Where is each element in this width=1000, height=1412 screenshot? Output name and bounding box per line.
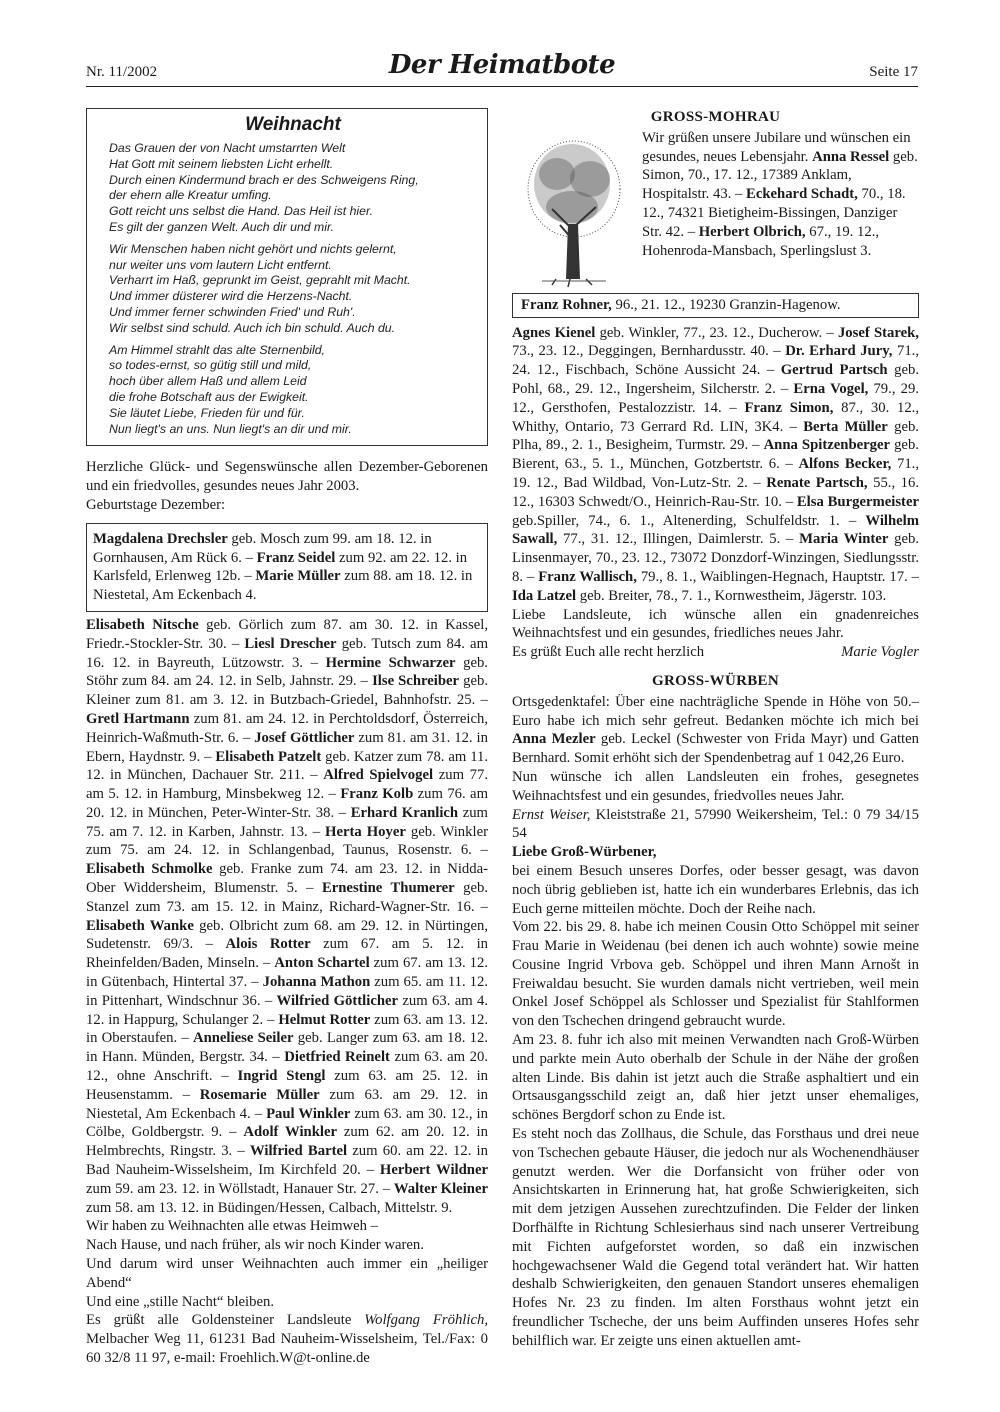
list-item-name: Renate Partsch, — [766, 474, 868, 491]
list-item-name: Johanna Mathon — [262, 974, 371, 991]
highlighted-birthday-box — [512, 293, 919, 318]
poem-line: Wir Menschen haben nicht gehört und nichts gelernt, — [109, 241, 397, 256]
poem-title: Weihnacht — [245, 114, 341, 135]
wuerben-salutation — [512, 843, 919, 862]
poem-line: Verharrt im Haß, geprunkt im Geist, geprahlt mit Macht. — [109, 273, 411, 288]
list-item-detail: 79., 8. 1., Waiblingen-Hegnach, Hauptstr. 17. – — [636, 568, 920, 585]
page-header — [86, 50, 918, 90]
list-item-detail: geb. Stöhr zum 84. am 24. 12. in Selb, Jahnstr. 29. – — [86, 654, 488, 690]
list-item-detail: geb. Simon, 70., 17. 12., 17389 Anklam, Hospitalstr. 43. – — [642, 148, 918, 203]
list-item-detail: geb. Stanzel zum 73. am 15. 12. in Mainz, Richard-Wagner-Str. 16. – — [86, 880, 488, 915]
poem-line: Gott reicht uns selbst die Hand. Das Heil ist hier. — [109, 204, 374, 219]
list-item-name: Gretl Hartmann — [86, 710, 190, 727]
poem-stanza — [109, 242, 477, 337]
list-item-name: Adolf Winkler — [243, 1124, 338, 1141]
list-item-name: Herbert Olbrich, — [698, 223, 806, 240]
list-item-detail: zum 88. am 18. 12. in Niestetal, Am Eckenbach 4. — [93, 568, 473, 604]
page-number: Seite 17 — [869, 64, 918, 80]
poem-line: Am Himmel strahlt das alte Sternenbild, — [109, 342, 325, 357]
closing-verse — [86, 1217, 488, 1311]
wuerben-author — [512, 806, 919, 844]
tree-illustration — [512, 129, 634, 289]
poem-box — [86, 108, 488, 446]
poem-line: Hat Gott mit seinem liebsten Licht erhellt. — [109, 156, 334, 171]
list-item-name: Dietfried Reinelt — [284, 1049, 390, 1066]
list-item-name: Ernestine Thumerer — [321, 880, 455, 897]
header-rule — [86, 86, 918, 87]
list-item-name: Erna Vogel, — [793, 380, 869, 397]
wuerben-wishes: Nun wünsche ich allen Landsleuten ein frohes, gesegnetes Weihnachtsfest und ein gesundes, friedvolles neues Jahr. — [512, 768, 919, 804]
list-item-name: Ida Latzel — [512, 587, 577, 604]
poem-line: Wir selbst sind schuld. Auch ich bin schuld. Auch du. — [109, 320, 396, 335]
list-item-name: Herta Hoyer — [325, 823, 406, 840]
list-item-detail: zum 67. am 5. 12. in Rheinfelden/Baden, Minseln. – — [86, 936, 488, 972]
wuerben-memorial-paragraph — [512, 693, 919, 768]
letter-paragraph: Am 23. 8. fuhr ich also mit meinen Verwandten nach Groß-Würben und parkte mein Auto oberhalb der Schule in der Nähe der großen alten Linde. Bis dahin ist jetzt auch die Straße asphaltiert und ein Ortsausgangsschild zeigt an, daß hier jetzt unser ehemaliges, schönes Bergdorf schon zu Ende ist. — [512, 1032, 919, 1124]
poem-line: so todes-ernst, so gütig still und mild, — [109, 358, 312, 373]
list-item-detail: 73., 23. 12., Deggingen, Bernhardusstr. 40. – — [512, 343, 786, 360]
signature-address: Melbacher Weg 11, 61231 Bad Nauheim-Wisselsheim, Tel./Fax: 0 60 32/8 11 97, e-mail: Froehlich.W@t-online.de — [86, 1331, 488, 1366]
list-item-name: Elisabeth Patzelt — [215, 748, 322, 765]
list-item-detail: geb. Pohl, 68., 29. 12., Ingersheim, Silcherstr. 2. – — [512, 362, 919, 397]
newspaper-title: Der Heimatbote — [388, 50, 616, 80]
letter-paragraph: Es steht noch das Zollhaus, die Schule, das Forsthaus und drei neue von Tschechen gebaute Häuser, die jedoch nur als Wochenendhäuser genutzt werden. Wer die Dorfansicht von früher oder von Ansichtskarten in Erinnerung hat, hat große Schwierigkeiten, sich mit dem jetzigen Aussehen zurechtzufinden. Die Felder der linken Dorfhälfte in Richtung Schlesierhaus sind nach unserer Vertreibung mit Fichten aufgeforstet worden, so daß ein inzwischen hochgewachsener Wald die Gegend total verändert hat. Wir hatten deshalb Schwierigkeiten, den genauen Standort unseres ehemaligen Hofes Nr. 23 zu finden. Im alten Forsthaus wohnt jetzt ein freundlicher Tscheche, der uns beim Auffinden unseres Hofes sehr behilflich war. Er zeigte uns einen aktuellen amt- — [512, 1126, 919, 1349]
list-item-name: Anna Ressel — [812, 148, 890, 165]
mohrau-signature: Marie Vogler — [841, 644, 919, 661]
list-item-detail: zum 81. am 24. 12. in Perchtoldsdorf, Österreich, Heinrich-Waßmuth-Str. 6. – — [86, 710, 488, 746]
list-item-detail: geb. Mosch zum 99. am 18. 12. in Gornhausen, Am Rück 6. – — [93, 530, 432, 566]
intro-text: Herzliche Glück- und Segenswünsche allen Dezember-Geborenen und ein friedvolles, gesundes neues Jahr 2003. — [86, 459, 488, 495]
signature-paragraph — [86, 1311, 488, 1367]
mohrau-intro-text — [642, 129, 919, 289]
list-item-detail: zum 62. am 20. 12. in Helmbrechts, Ringstr. 3. – — [86, 1124, 488, 1160]
list-item-name: Elisabeth Schmolke — [86, 861, 213, 878]
list-item-detail: zum 63. am 30. 12., in Cölbe, Goldbergstr. 9. – — [86, 1105, 488, 1141]
list-item-name: Dr. Erhard Jury, — [785, 343, 893, 360]
list-item-name: Alfred Spielvogel — [323, 767, 434, 784]
list-item-name: Maria Winter — [799, 531, 889, 548]
closing-line: Wir haben zu Weihnachten alle etwas Heimweh – — [86, 1218, 378, 1235]
letter-paragraph: Vom 22. bis 29. 8. habe ich meinen Cousin Otto Schöppel mit seiner Frau Marie in Weidenau (bei denen ich auch wohnte) sowie meine Cousine Ingrid Vrbova geb. Schöppel und ihren Mann Arnošt in Freiwaldau besucht. Sie wurden damals nicht vertrieben, weil mein Onkel Josef Schöppel als Schlosser und Spezialist für Stahlformen von den Tschechen dringend gebraucht wurde. — [512, 919, 919, 1030]
list-item-detail: zum 63. am 25. 12. in Heusenstamm. – — [86, 1068, 489, 1103]
mohrau-jubilarians — [642, 149, 918, 259]
list-item-name: Rosemarie Müller — [199, 1086, 320, 1103]
salutation-text: Liebe Groß-Würbener, — [512, 844, 657, 861]
highlighted-birthdays-box — [86, 523, 488, 612]
mohrau-greeting: Wir grüßen unsere Jubilare und wünschen ein gesundes, neues Lebensjahr. — [642, 129, 911, 165]
poem-line: Und immer ferner schwinden Fried' und Ruh'. — [109, 304, 356, 319]
letter-paragraph: bei einem Besuch unseres Dorfes, oder besser gesagt, was davon noch übrig geblieben ist, hatte ich ein wunderbares Erlebnis, das ich Euch gerne mitteilen möchte. Doch der Reihe nach. — [512, 862, 919, 917]
closing-line: Und eine „stille Nacht“ bleiben. — [86, 1293, 275, 1310]
poem-line: hoch über allem Haß und allem Leid — [109, 374, 307, 389]
mohrau-greet: Es grüßt Euch alle recht herzlich — [512, 644, 705, 661]
list-item-detail: zum 81. am 31. 12. in Ebern, Haydnstr. 9. – — [86, 729, 488, 765]
list-item-name: Hermine Schwarzer — [325, 654, 456, 671]
list-item-name: Elsa Burgermeister — [796, 493, 919, 510]
right-column — [512, 108, 919, 1351]
list-item-name: Franz Wallisch, — [538, 568, 637, 585]
list-item-detail: geb. Bierent, 63., 5. 1., München, Gotzbertstr. 6. – — [512, 437, 919, 473]
list-item-detail: 55., 16. 12., 16303 Schwedt/O., Heinrich-Rau-Str. 10. – — [512, 474, 920, 510]
list-item-name: Erhard Kranlich — [350, 804, 459, 821]
list-item-detail: zum 60. am 22. 12. in Bad Nauheim-Wisselsheim, Im Kirchfeld 20. – — [86, 1143, 488, 1179]
closing-line: Nach Hause, und nach früher, als wir noch Kinder waren. — [86, 1237, 424, 1254]
list-item-detail: 70., 18. 12., 74321 Bietigheim-Bissingen, Danziger Str. 42. – — [642, 186, 906, 240]
list-item-detail: zum 63. am 20. 12., ohne Anschrift. – — [86, 1049, 488, 1085]
list-item-detail: 71., 24. 12., Fischbach, Schöne Aussicht 24. – — [512, 343, 920, 379]
poem-line: Sie läutet Liebe, Frieden für und für. — [109, 405, 305, 420]
list-item-detail: 71., 19. 12., Bad Wildbad, Von-Lutz-Str. 2. – — [512, 456, 919, 491]
text-segment: geb. Leckel (Schwester von Frida Mayr) und Gatten Bernhard. Somit erhöht sich der Spendenbetrag auf 1 042,26 Euro. — [512, 731, 919, 767]
list-item-detail: zum 58. am 13. 12. in Büdingen/Hessen, Calbach, Mittelstr. 9. — [86, 1199, 453, 1216]
list-item-name: Anna Spitzenberger — [763, 437, 891, 454]
mohrau-signature-line — [512, 643, 919, 662]
section-title-gross-wuerben: GROSS-WÜRBEN — [652, 672, 779, 689]
poem-line: die frohe Botschaft aus der Ewigkeit. — [109, 389, 309, 404]
list-item-name: Franz Rohner, — [521, 296, 612, 313]
text-segment: Ortsgedenktafel: Über eine nachträgliche Spende in Höhe von 50.– Euro habe ich mich sehr gefreut. Bedanken möchte ich mich bei — [512, 693, 919, 729]
list-item-name: Wilfried Bartel — [249, 1143, 348, 1160]
poem-stanza — [109, 141, 477, 236]
list-item-detail: zum 63. am 13. 12. in Oberstaufen. – — [86, 1011, 489, 1047]
list-item-name: Gertrud Partsch — [780, 362, 888, 379]
list-item-detail: 96., 21. 12., 19230 Granzin-Hagenow. — [611, 296, 841, 313]
list-item-name: Wilhelm Sawall, — [512, 512, 919, 548]
list-item-name: Franz Simon, — [744, 399, 834, 416]
donor-name: Anna Mezler — [512, 731, 596, 748]
list-item-detail: geb. Katzer zum 78. am 11. 12. in München, Dachauer Str. 211. – — [86, 748, 489, 784]
list-item-detail: zum 63. am 4. 12. in Happurg, Schulanger 2. – — [86, 992, 489, 1028]
list-item-name: Walter Kleiner — [393, 1180, 488, 1197]
left-column — [86, 108, 488, 1368]
list-item-detail: zum 63. am 29. 12. in Niestetal, Am Eckenbach 4. – — [86, 1086, 488, 1122]
poem-line: Es gilt der ganzen Welt. Auch dir und mir. — [109, 219, 335, 234]
list-item-detail: geb. Franke zum 74. am 23. 12. in Nidda-Ober Widdersheim, Blumenstr. 5. – — [86, 861, 489, 897]
list-item-detail: geb. Breiter, 78., 7. 1., Kornwestheim, Jägerstr. 103. — [576, 587, 887, 604]
list-item-detail: zum 65. am 11. 12. in Pittenhart, Windschnur 36. – — [86, 974, 488, 1009]
poem-line: Das Grauen der von Nacht umstarrten Welt — [109, 141, 346, 155]
wuerben-letter-body — [512, 862, 919, 1351]
list-item-name: Ilse Schreiber — [372, 673, 460, 690]
list-item-name: Magdalena Drechsler — [93, 530, 228, 547]
list-item-name: Paul Winkler — [266, 1105, 351, 1122]
signature-prefix: Es grüßt alle Goldensteiner Landsleute — [86, 1312, 365, 1329]
issue-number: Nr. 11/2002 — [86, 64, 158, 80]
list-item-name: Josef Göttlicher — [254, 729, 355, 746]
section-title-gross-mohrau: GROSS-MOHRAU — [650, 109, 781, 125]
list-item-name: Anneliese Seiler — [192, 1030, 294, 1047]
list-item-name: Marie Müller — [255, 568, 341, 585]
list-item-detail: geb. Görlich zum 87. am 30. 12. in Kassel, Friedr.-Stockler-Str. 30. – — [86, 616, 489, 652]
mohrau-header-block — [512, 129, 919, 289]
poem-line: nur weiter uns vom lautern Licht entfernt. — [109, 257, 332, 272]
closing-line: Und darum wird unser Weihnachten auch immer ein „heiliger Abend“ — [86, 1256, 488, 1291]
list-item-detail: zum 75. am 7. 12. in Karben, Jahnstr. 13. – — [86, 804, 488, 840]
list-item-detail: 67., 19. 12., Hohenroda-Mansbach, Sperlingslust 3. — [642, 223, 880, 259]
poem-line: Durch einen Kindermund brach er des Schweigens Ring, — [109, 172, 419, 187]
list-item-detail: geb. Plha, 89., 2. 1., Besigheim, Turmstr. 29. – — [512, 418, 919, 454]
list-item-name: Franz Seidel — [256, 549, 336, 566]
list-item-name: Elisabeth Nitsche — [86, 616, 199, 633]
poem-line: Und immer düsterer wird die Herzens-Nacht. — [109, 289, 353, 304]
list-item-detail: 87., 30. 12., Whithy, Ontario, 73 Gerrard Rd. LIN, 3K4. – — [512, 399, 919, 435]
birthday-list — [86, 616, 488, 1218]
list-item-detail: zum 67. am 13. 12. in Gütenbach, Hintertal 37. – — [86, 955, 489, 991]
list-item-name: Eckehard Schadt, — [746, 186, 858, 203]
list-item-detail: zum 76. am 20. 12. in München, Peter-Winter-Str. 38. – — [86, 786, 489, 821]
list-item-name: Ingrid Stengl — [237, 1068, 326, 1085]
list-item-name: Anton Schartel — [274, 955, 370, 972]
list-item-name: Herbert Wildner — [379, 1162, 488, 1179]
list-item-name: Wilfried Göttlicher — [276, 992, 399, 1009]
signature-name: Wolfgang Fröhlich, — [364, 1312, 488, 1329]
list-item-name: Liesl Drescher — [244, 635, 337, 652]
list-item-detail: geb. Winkler, 77., 23. 12., Ducherow. – — [595, 324, 838, 341]
list-item-name: Helmut Rotter — [278, 1011, 371, 1028]
list-item-name: Alfons Becker, — [798, 456, 892, 473]
author-name: Ernst Weiser, — [512, 806, 591, 823]
list-item-detail: zum 92. am 22. 12. in Karlsfeld, Erlenweg 12b. – — [93, 549, 468, 585]
poem-line: der ehern alle Kreatur umfing. — [109, 188, 272, 203]
list-item-detail: geb. Olbricht zum 68. am 29. 12. in Nürtingen, Sudetenstr. 69/3. – — [86, 917, 488, 953]
list-item-name: Franz Kolb — [340, 786, 414, 803]
list-item-detail: geb. Tutsch zum 84. am 16. 12. in Bayreuth, Lützowstr. 3. – — [86, 635, 488, 671]
poem-stanza — [109, 343, 477, 438]
list-item-detail: geb. Langer zum 63. am 18. 12. in Hann. Münden, Bergstr. 34. – — [86, 1030, 488, 1066]
birthdays-label: Geburtstage Dezember: — [86, 496, 226, 513]
author-address: Kleiststraße 21, 57990 Weikersheim, Tel.: 0 79 34/15 54 — [512, 806, 919, 842]
list-item-detail: geb. Linsenmayer, 70., 23. 12., 73072 Donzdorf-Winzingen, Siedlungsstr. 8. – — [512, 531, 919, 585]
poem-body — [109, 141, 477, 437]
list-item-detail: geb. Winkler zum 75. am 24. 12. in Schlangenbad, Taunus, Rosenstr. 6. – — [86, 823, 488, 859]
poem-line: Nun liegt's an uns. Nun liegt's an dir und mir. — [109, 421, 352, 436]
mohrau-birthday-list — [512, 324, 919, 606]
list-item-detail: 77., 31. 12., Illingen, Daimlerstr. 5. – — [557, 531, 800, 548]
list-item-name: Berta Müller — [803, 418, 888, 435]
list-item-name: Elisabeth Wanke — [86, 917, 194, 934]
list-item-name: Agnes Kienel — [512, 324, 596, 341]
list-item-detail: geb.Spiller, 74., 6. 1., Altenerding, Schulfeldstr. 1. – — [512, 512, 866, 529]
list-item-detail: geb. Kleiner zum 81. am 3. 12. in Butzbach-Griedel, Bahnhofstr. 25. – — [86, 673, 488, 709]
list-item-detail: zum 77. am 5. 12. in Hamburg, Minsbekweg 12. – — [86, 767, 489, 803]
mohrau-closing: Liebe Landsleute, ich wünsche allen ein gnadenreiches Weihnachtsfest und ein gesundes, friedliches neues Jahr. — [512, 606, 919, 642]
list-item-name: Josef Starek, — [837, 324, 919, 341]
list-item-name: Alois Rotter — [225, 936, 311, 953]
list-item-detail: zum 59. am 23. 12. in Wöllstadt, Hanauer Str. 27. – — [86, 1180, 394, 1197]
list-item-detail: 79., 29. 12., Gersthofen, Pestalozzistr. 14. – — [512, 380, 919, 416]
